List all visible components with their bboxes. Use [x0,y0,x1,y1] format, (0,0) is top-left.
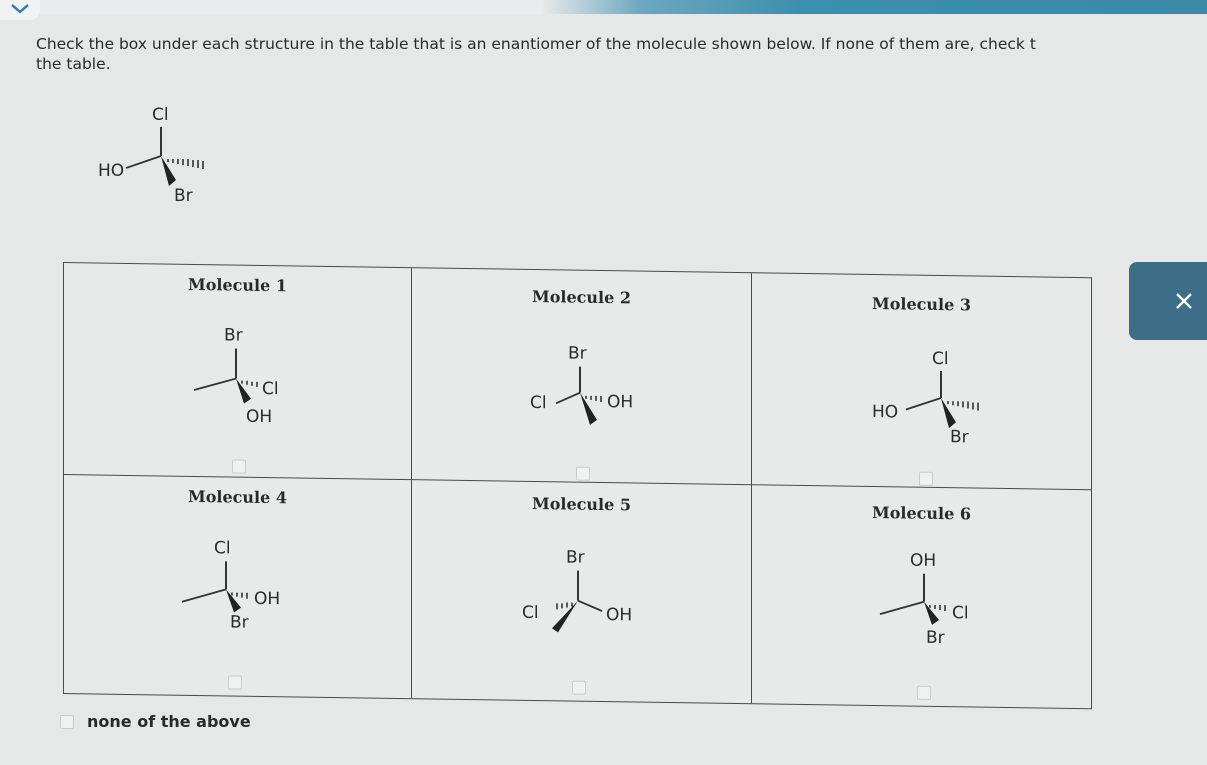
molecule-6-checkbox[interactable] [917,686,931,700]
cell-molecule-2 [412,268,752,485]
svg-text:Cl: Cl [214,538,231,559]
molecule-4-checkbox[interactable] [228,675,242,689]
molecule-1-checkbox[interactable] [232,460,246,474]
svg-text:Br: Br [926,627,945,649]
svg-text:OH: OH [910,550,937,571]
svg-text:Cl: Cl [952,603,969,624]
cell-molecule-5 [412,480,752,703]
svg-text:Cl: Cl [522,602,539,624]
svg-text:Cl: Cl [932,348,949,370]
molecule-5-structure [522,544,672,656]
svg-text:HO: HO [872,402,899,423]
svg-text:Br: Br [568,343,587,364]
svg-text:Br: Br [566,547,585,568]
cell-molecule-1 [64,263,412,480]
molecule-1-title: Molecule 1 [188,274,287,296]
svg-text:Br: Br [224,325,243,346]
given-bottom-atom: Br [174,186,193,206]
collapse-button[interactable] [0,0,40,20]
none-of-the-above-label: none of the above [87,712,251,731]
svg-text:OH: OH [254,588,281,610]
svg-text:OH: OH [246,406,273,428]
close-button[interactable] [1129,262,1207,340]
svg-text:Cl: Cl [530,392,547,414]
molecule-5-checkbox[interactable] [572,681,586,695]
molecule-4-title: Molecule 4 [188,486,287,508]
cell-molecule-4 [64,475,412,698]
none-of-the-above-checkbox[interactable] [60,715,74,729]
molecule-table [63,262,1092,709]
close-icon [1173,290,1195,312]
svg-text:OH: OH [607,392,634,413]
molecule-2-checkbox[interactable] [576,467,590,481]
molecule-3-structure [870,343,1020,455]
svg-text:Cl: Cl [262,378,279,400]
top-progress-bar [0,0,1207,14]
cell-molecule-3 [752,273,1091,490]
molecule-3-checkbox[interactable] [919,472,933,486]
chevron-down-icon [10,3,30,15]
molecule-2-structure [522,340,672,452]
given-left-atom: HO [98,161,125,181]
svg-text:Br: Br [230,612,249,633]
question-text: Check the box under each structure in the table that is an enantiomer of the molecule shown below. If none of them are, check t the table. [36,35,1036,73]
molecule-4-structure [174,535,324,647]
molecule-6-title: Molecule 6 [872,503,971,524]
given-top-atom: Cl [152,105,169,125]
svg-text:OH: OH [606,605,633,626]
given-molecule [90,100,230,210]
molecule-2-title: Molecule 2 [532,286,631,308]
svg-text:Br: Br [950,427,969,448]
molecule-1-structure [164,322,314,434]
molecule-5-title: Molecule 5 [532,493,631,515]
molecule-3-title: Molecule 3 [872,294,971,315]
cell-molecule-6 [752,485,1091,708]
molecule-6-structure [864,547,1014,659]
